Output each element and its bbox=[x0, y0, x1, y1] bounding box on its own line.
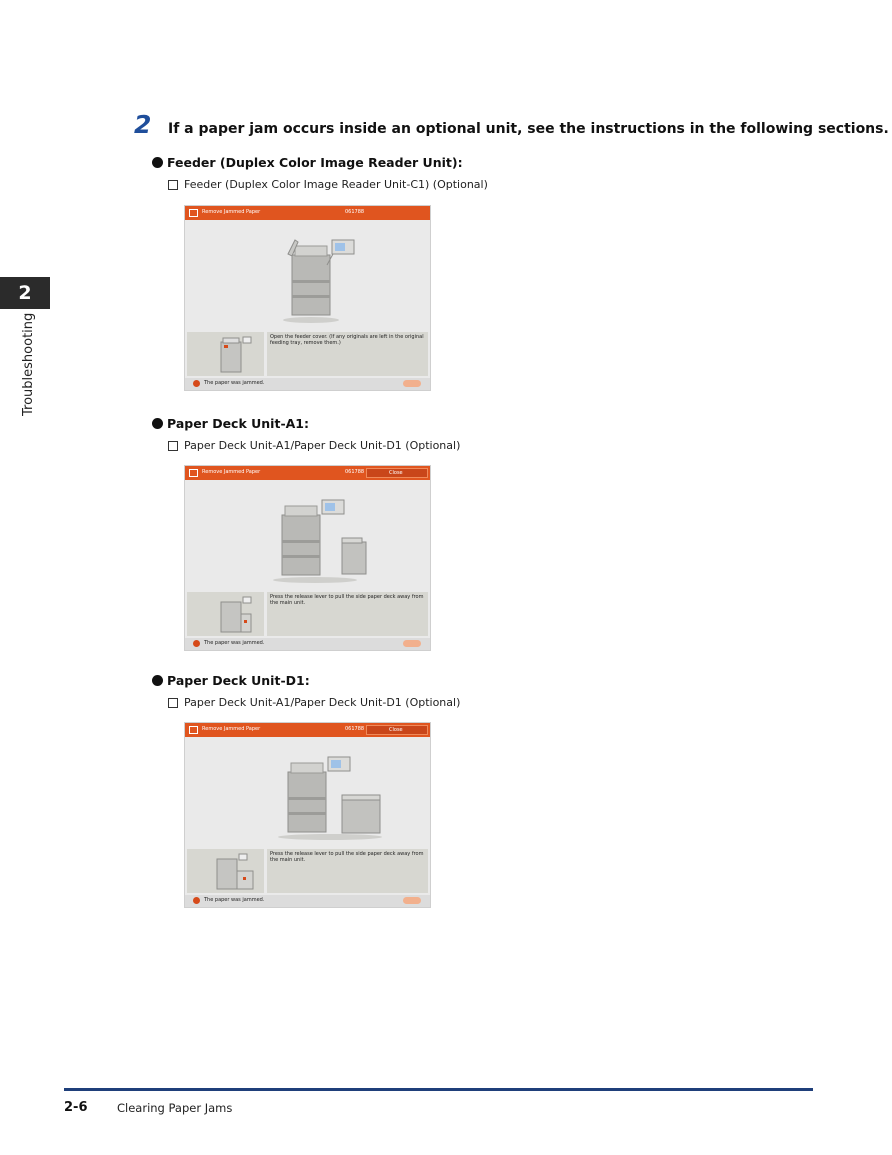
screen-title: Remove Jammed Paper bbox=[202, 726, 261, 732]
section-reference[interactable] bbox=[168, 439, 460, 452]
instruction-text: Open the feeder cover. (If any originals are left in the original feeding tray, remove them.) bbox=[270, 334, 424, 346]
section-heading bbox=[152, 155, 463, 170]
footer-section-title: Clearing Paper Jams bbox=[117, 1101, 233, 1115]
close-label: Close bbox=[389, 727, 403, 733]
screen-status-bar bbox=[185, 638, 430, 650]
reference-box-icon bbox=[168, 180, 178, 190]
section-reference-text[interactable]: Paper Deck Unit-A1/Paper Deck Unit-D1 (Optional) bbox=[184, 439, 461, 452]
control-panel-screenshot bbox=[184, 205, 431, 391]
chapter-side-label: Troubleshooting bbox=[21, 312, 36, 416]
instruction-panel bbox=[267, 849, 428, 893]
screen-title: Remove Jammed Paper bbox=[202, 209, 261, 215]
printer-illustration bbox=[185, 737, 430, 847]
warning-icon bbox=[193, 640, 200, 647]
printer-illustration bbox=[185, 480, 430, 590]
bullet-icon bbox=[152, 418, 163, 429]
close-button bbox=[366, 468, 428, 478]
close-button bbox=[366, 725, 428, 735]
screen-status-bar bbox=[185, 895, 430, 907]
thumbnail-illustration bbox=[187, 332, 264, 376]
section-reference[interactable] bbox=[168, 178, 488, 191]
chapter-tab: 2 bbox=[0, 277, 50, 309]
status-text: The paper was jammed. bbox=[204, 380, 265, 386]
step-number: 2 bbox=[134, 110, 152, 139]
jam-icon bbox=[189, 726, 198, 734]
instruction-panel bbox=[267, 592, 428, 636]
section-reference[interactable] bbox=[168, 696, 460, 709]
section-reference-text[interactable]: Feeder (Duplex Color Image Reader Unit-C1) (Optional) bbox=[184, 178, 488, 191]
section-heading-text: Feeder (Duplex Color Image Reader Unit): bbox=[167, 155, 463, 170]
thumbnail-illustration bbox=[187, 592, 264, 636]
instruction-panel bbox=[267, 332, 428, 376]
control-panel-screenshot bbox=[184, 722, 431, 908]
status-text: The paper was jammed. bbox=[204, 897, 265, 903]
error-code: 061788 bbox=[345, 469, 365, 475]
status-button bbox=[403, 897, 421, 904]
control-panel-screenshot bbox=[184, 465, 431, 651]
warning-icon bbox=[193, 380, 200, 387]
bullet-icon bbox=[152, 675, 163, 686]
instruction-text: Press the release lever to pull the side paper deck away from the main unit. bbox=[270, 851, 424, 863]
section-heading-text: Paper Deck Unit-A1: bbox=[167, 416, 309, 431]
bullet-icon bbox=[152, 157, 163, 168]
screen-header bbox=[185, 723, 430, 737]
printer-thumbnail bbox=[187, 332, 264, 376]
jam-icon bbox=[189, 209, 198, 217]
error-code: 061788 bbox=[345, 209, 365, 215]
printer-illustration bbox=[185, 220, 430, 330]
step-text: If a paper jam occurs inside an optional unit, see the instructions in the following sections. bbox=[168, 121, 889, 137]
section-heading bbox=[152, 673, 310, 688]
page-number: 2-6 bbox=[64, 1100, 88, 1115]
printer-thumbnail bbox=[187, 849, 264, 893]
error-code: 061788 bbox=[345, 726, 365, 732]
thumbnail-illustration bbox=[187, 849, 264, 893]
section-reference-text[interactable]: Paper Deck Unit-A1/Paper Deck Unit-D1 (Optional) bbox=[184, 696, 461, 709]
status-button bbox=[403, 380, 421, 387]
printer-thumbnail bbox=[187, 592, 264, 636]
screen-header bbox=[185, 466, 430, 480]
section-heading bbox=[152, 416, 309, 431]
screen-title: Remove Jammed Paper bbox=[202, 469, 261, 475]
footer-rule bbox=[64, 1088, 813, 1091]
jam-icon bbox=[189, 469, 198, 477]
warning-icon bbox=[193, 897, 200, 904]
reference-box-icon bbox=[168, 441, 178, 451]
section-heading-text: Paper Deck Unit-D1: bbox=[167, 673, 310, 688]
instruction-text: Press the release lever to pull the side paper deck away from the main unit. bbox=[270, 594, 424, 606]
status-text: The paper was jammed. bbox=[204, 640, 265, 646]
close-label: Close bbox=[389, 470, 403, 476]
screen-header bbox=[185, 206, 430, 220]
reference-box-icon bbox=[168, 698, 178, 708]
status-button bbox=[403, 640, 421, 647]
screen-status-bar bbox=[185, 378, 430, 390]
